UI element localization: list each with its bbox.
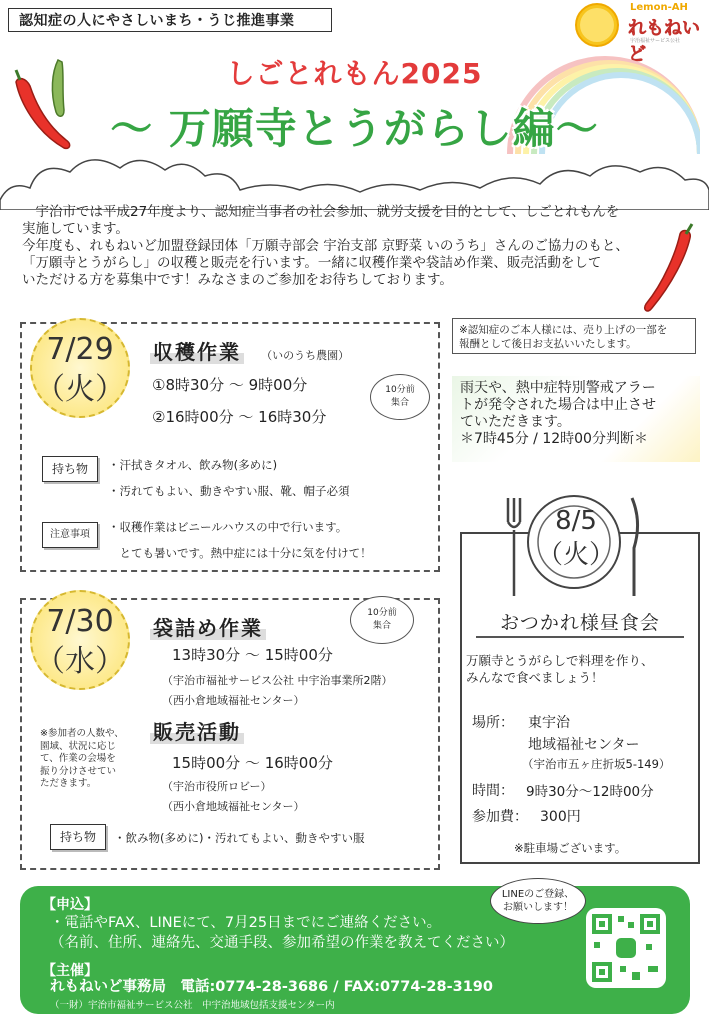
harvest-caution-tag: 注意事項 — [42, 522, 98, 548]
intro-line: 宇治市では平成27年度より、認知症当事者の社会参加、就労支援を目的として、しごとれもんを — [22, 204, 620, 220]
packing-date: 7/30 — [46, 604, 114, 639]
lunch-place-2: 地域福祉センター — [528, 737, 640, 753]
lunch-heading-underline — [476, 636, 684, 638]
packing-time: 13時30分 ～ 15時00分 — [172, 646, 333, 664]
apply-line-1: ・電話やFAX、LINEにて、7月25日までにご連絡ください。 — [50, 915, 442, 931]
line-register-bubble: LINEのご登録、 お願いします！ — [490, 878, 586, 924]
logo-japanese: れもねいど — [628, 18, 700, 65]
sales-place-2: （西小倉地域福祉センター） — [162, 800, 305, 813]
assignment-note: ※参加者の人数や、 園域、状況に応じ て、作業の会場を 振り分けさせてい ただきます。 — [40, 728, 124, 789]
packing-heading-row — [150, 612, 266, 641]
packing-place-1: （宇治市福祉サービス公社 中宇治事業所2階） — [162, 674, 393, 687]
intro-line: いただける方を募集中です！みなさまのご参加をお待ちしております。 — [22, 272, 453, 288]
lunch-weekday: （火） — [536, 540, 615, 570]
harvest-items — [108, 452, 350, 504]
intro-line: 実施しています。 — [22, 221, 129, 237]
page-subtitle: ～ 万願寺とうがらし編～ — [110, 104, 599, 153]
line-logo-icon — [616, 938, 636, 958]
packing-weekday: （水） — [35, 644, 125, 679]
lunch-place-1: 東宇治 — [528, 715, 570, 731]
packing-items: ・飲み物(多めに)・汚れてもよい、動きやすい服 — [114, 831, 365, 845]
host-subtext: （一財）宇治市福祉サービス公社 中宇治地域包括支援センター内 — [50, 1000, 335, 1011]
apply-label: 【申込】 — [42, 897, 98, 913]
lunch-description: 万願寺とうがらしで料理を作り、 みんなで食べましょう！ — [466, 653, 654, 685]
harvest-gather-bubble: 10分前 集合 — [370, 374, 430, 420]
sales-place-1: （宇治市役所ロビー） — [162, 780, 272, 793]
logo-english: Lemon-AH — [630, 2, 688, 13]
rain-cancellation-note: 雨天や、熱中症特別警戒アラー トが発令された場合は中止させ ていただきます。 ＊7時45分 / 12時00分判断＊ — [452, 376, 700, 462]
harvest-heading: 収穫作業 — [150, 340, 244, 364]
harvest-weekday: （火） — [35, 372, 125, 407]
lunch-fee-label: 参加費： — [472, 809, 528, 825]
harvest-heading-row — [150, 336, 349, 365]
lunch-address: （宇治市五ヶ庄折坂5-149） — [522, 757, 671, 771]
sales-heading: 販売活動 — [150, 720, 244, 744]
packing-gather-bubble: 10分前 集合 — [350, 596, 414, 644]
host-contact: れもねいど事務局 電話:0774-28-3686 / FAX:0774-28-3190 — [50, 979, 493, 995]
harvest-caution — [108, 514, 372, 566]
packing-heading: 袋詰め作業 — [150, 616, 266, 640]
lunch-heading: おつかれ様昼食会 — [500, 612, 660, 634]
packing-date-badge — [30, 590, 130, 690]
packing-place-2: （西小倉地域福祉センター） — [162, 694, 305, 707]
sales-heading-row — [150, 716, 244, 745]
harvest-caution-line: ・収穫作業はビニールハウスの中で行います。 — [108, 520, 348, 534]
harvest-date-badge — [30, 318, 130, 418]
apply-line-2: （名前、住所、連絡先、交通手段、参加希望の作業を教えてください） — [50, 935, 514, 951]
host-label: 【主催】 — [42, 963, 98, 979]
harvest-time-1: ①8時30分 ～ 9時00分 — [152, 376, 308, 394]
harvest-items-tag: 持ち物 — [42, 456, 98, 482]
lunch-fee: 300円 — [540, 809, 581, 825]
lunch-time-label: 時間： — [472, 783, 514, 799]
lunch-date-block — [530, 504, 622, 572]
harvest-caution-line: とても暑いです。熱中症には十分に気を付けて！ — [108, 546, 372, 560]
harvest-place: （いのうち農園） — [261, 349, 350, 362]
line-qr-code[interactable] — [586, 908, 666, 988]
packing-items-tag: 持ち物 — [50, 824, 106, 850]
lemon-logo-inner — [580, 8, 614, 42]
intro-paragraph — [22, 204, 682, 289]
lunch-time: 9時30分～12時00分 — [526, 784, 654, 800]
lunch-date: 8/5 — [555, 506, 597, 536]
sales-time: 15時00分 ～ 16時00分 — [172, 754, 333, 772]
project-banner: 認知症の人にやさしいまち・うじ推進事業 — [8, 8, 332, 32]
logo-subtext: 宇治福祉サービス公社 — [630, 38, 681, 44]
intro-line: 「万願寺とうがらし」の収穫と販売を行います。一緒に収穫作業や袋詰め作業、販売活動をして — [22, 255, 602, 271]
contact-footer — [20, 886, 690, 1014]
lunch-place-label: 場所： — [472, 715, 514, 731]
intro-line: 今年度も、れもねいど加盟登録団体「万願寺部会 宇治支部 京野菜 いのうち」さんのご協力のもと、 — [22, 238, 629, 254]
harvest-item-line: ・汚れてもよい、動きやすい服、靴、帽子必須 — [108, 484, 350, 498]
dementia-reward-note: ※認知症のご本人様には、売り上げの一部を 報酬として後日お支払いいたします。 — [452, 318, 696, 354]
parking-note: ※駐車場ございます。 — [514, 841, 627, 855]
page-title: しごとれもん2025 — [226, 57, 483, 90]
harvest-date: 7/29 — [46, 332, 114, 367]
harvest-time-2: ②16時00分 ～ 16時30分 — [152, 408, 327, 426]
harvest-item-line: ・汗拭きタオル、飲み物(多めに) — [108, 458, 278, 472]
